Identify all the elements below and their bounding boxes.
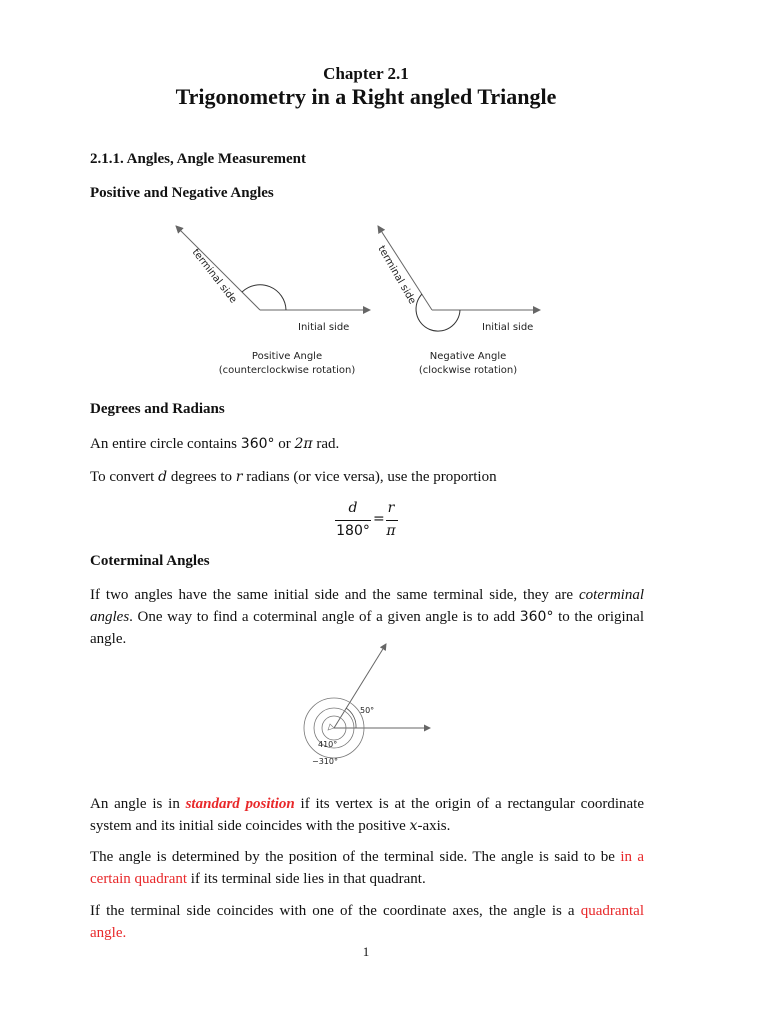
negative-rotation-arc: [416, 294, 460, 331]
certain-quadrant-term: in a certain quadrant: [90, 849, 644, 887]
denominator-180: 180°: [336, 523, 370, 539]
quadrantal-angle-term: quadrantal angle.: [90, 903, 644, 941]
coterminal-angle-figure: [290, 640, 440, 770]
terminal-side-label-positive: terminal side: [189, 247, 239, 306]
terminal-side-label-negative: terminal side: [375, 244, 418, 307]
proportion-formula: [333, 500, 443, 544]
equals-sign: =: [373, 511, 385, 527]
fraction-bar-right: [386, 520, 398, 521]
negative-angle-title: Negative Angle: [429, 351, 507, 362]
denominator-pi: π: [386, 523, 396, 539]
page-title: Trigonometry in a Right angled Triangle: [175, 84, 557, 109]
chapter-number: Chapter 2.1: [323, 64, 409, 83]
standard-position-paragraph: An angle is in standard position if its vertex is at the origin of a rectangular coordinate system and its initial side coincides with the positive x-axis.: [90, 796, 644, 834]
initial-side-label-positive: Initial side: [298, 322, 350, 333]
standard-position-term: standard position: [185, 796, 295, 812]
page-number: 1: [362, 944, 370, 959]
terminal-side-ray-positive: [176, 226, 260, 310]
subheading-degrees-radians: Degrees and Radians: [90, 401, 225, 417]
angle-50-label: 50°: [360, 706, 375, 715]
coterminal-paragraph: If two angles have the same initial side and the same terminal side, they are coterminal angles. One way to find a coterminal angle of a given angle is to add 360° to the original angle.: [90, 587, 644, 647]
numerator-r: r: [387, 500, 395, 516]
positive-angle-subtitle: (counterclockwise rotation): [218, 365, 356, 376]
positive-rotation-arc: [242, 285, 286, 310]
negative-angle-subtitle: (clockwise rotation): [418, 365, 518, 376]
subheading-coterminal: Coterminal Angles: [90, 553, 210, 569]
fraction-bar-left: [335, 520, 371, 521]
subheading-positive-negative: Positive and Negative Angles: [90, 185, 274, 201]
positive-angle-title: Positive Angle: [251, 351, 323, 362]
vertex-marker: [328, 724, 334, 730]
initial-side-label-negative: Initial side: [482, 322, 534, 333]
section-heading-2-1-1: 2.1.1. Angles, Angle Measurement: [90, 151, 306, 167]
convert-proportion-text: To convert d degrees to r radians (or vice versa), use the proportion: [90, 469, 497, 485]
angle-neg-310-label: −310°: [312, 757, 338, 766]
numerator-d: d: [348, 500, 358, 516]
circle-contains-text: An entire circle contains 360° or 2π rad.: [90, 436, 340, 452]
quadrant-paragraph: The angle is determined by the position of the terminal side. The angle is said to be in a certain quadrant if its terminal side lies in that quadrant.: [90, 849, 644, 887]
quadrantal-paragraph: If the terminal side coincides with one of the coordinate axes, the angle is a quadrantal angle.: [90, 903, 644, 941]
angle-410-label: 410°: [318, 740, 338, 749]
positive-negative-angle-figure: [170, 222, 560, 384]
terminal-side-ray: [334, 644, 386, 728]
